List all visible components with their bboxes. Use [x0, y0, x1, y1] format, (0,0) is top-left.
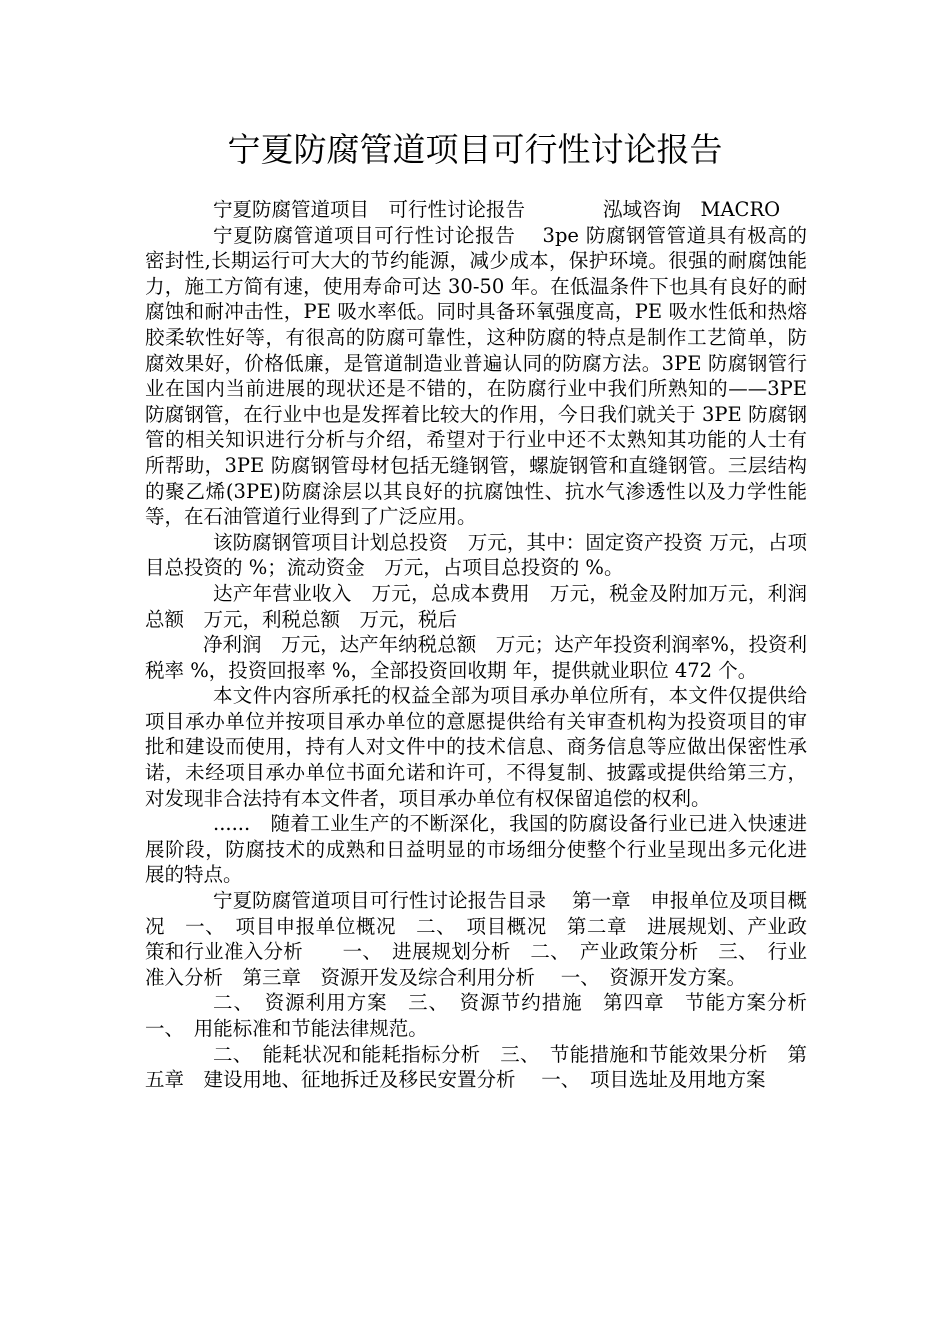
paragraph-profit: 净利润 万元，达产年纳税总额 万元；达产年投资利润率%，投资利税率 %，投资回报率 %，全部投资回收期 年，提供就业职位 472 个。 [145, 633, 807, 682]
paragraph-toc-1: 宁夏防腐管道项目可行性讨论报告目录 第一章 申报单位及项目概况 一、 项目申报单位概况 二、 项目概况 第二章 进展规划、产业政策和行业准入分析 一、 进展规划分析 二、 产业政策分析 三、 行业准入分析 第三章 资源开发及综合利用分析 一、 资源开发方案。 [145, 889, 807, 989]
paragraph-rights: 本文件内容所承托的权益全部为项目承办单位所有，本文件仅提供给项目承办单位并按项目承办单位的意愿提供给有关审查机构为投资项目的审批和建设而使用，持有人对文件中的技术信息、商务信息等应做出保密性承诺，未经项目承办单位书面允诺和许可，不得复制、披露或提供给第三方，对发现非合法持有本文件者，项目承办单位有权保留追偿的权利。 [145, 684, 807, 810]
paragraph-header-line: 宁夏防腐管道项目 可行性讨论报告 泓域咨询 MACRO [213, 198, 781, 221]
paragraph-toc-3: 二、 能耗状况和能耗指标分析 三、 节能措施和节能效果分析 第五章 建设用地、征地拆迁及移民安置分析 一、 项目选址及用地方案 [145, 1042, 807, 1092]
paragraph-revenue: 达产年营业收入 万元，总成本费用 万元，税金及附加万元，利润总额 万元，利税总额 万元，税后 [145, 581, 807, 631]
paragraph-investment: 该防腐钢管项目计划总投资 万元，其中：固定资产投资 万元，占项目总投资的 %；流动资金 万元，占项目总投资的 %。 [145, 530, 807, 580]
paragraph-intro: 宁夏防腐管道项目可行性讨论报告 3pe 防腐钢管管道具有极高的密封性,长期运行可大大的节约能源，减少成本，保护环境。很强的耐腐蚀能力，施工方简有速，使用寿命可达 30-50 年。在低温条件下也具有良好的耐腐蚀和耐冲击性，PE 吸水率低。同时具备环氧强度高，PE 吸水性低和热熔胶柔软性好等，有很高的防腐可靠性，这种防腐的特点是制作工艺简单，防腐效果好，价格低廉，是管道制造业普遍认同的防腐方法。3PE 防腐钢管行业在国内当前进展的现状还是不错的，在防腐行业中我们所熟知的——3PE 防腐钢管，在行业中也是发挥着比较大的作用，今日我们就关于 3PE 防腐钢管的相关知识进行分析与介绍，希望对于行业中还不太熟知其功能的人士有所帮助，3PE 防腐钢管母材包括无缝钢管，螺旋钢管和直缝钢管。三层结构的聚乙烯(3PE)防腐涂层以其良好的抗腐蚀性、抗水气渗透性以及力学性能等，在石油管道行业得到了广泛应用。 [145, 223, 807, 529]
paragraph-toc-2: 二、 资源利用方案 三、 资源节约措施 第四章 节能方案分析 一、 用能标准和节能法律规范。 [145, 991, 833, 1040]
document-title: 宁夏防腐管道项目可行性讨论报告 [227, 130, 723, 169]
document-body [145, 197, 833, 1093]
paragraph-industry: ...... 随着工业生产的不断深化，我国的防腐设备行业已进入快速进展阶段，防腐技术的成熟和日益明显的市场细分使整个行业呈现出多元化进展的特点。 [145, 812, 807, 887]
